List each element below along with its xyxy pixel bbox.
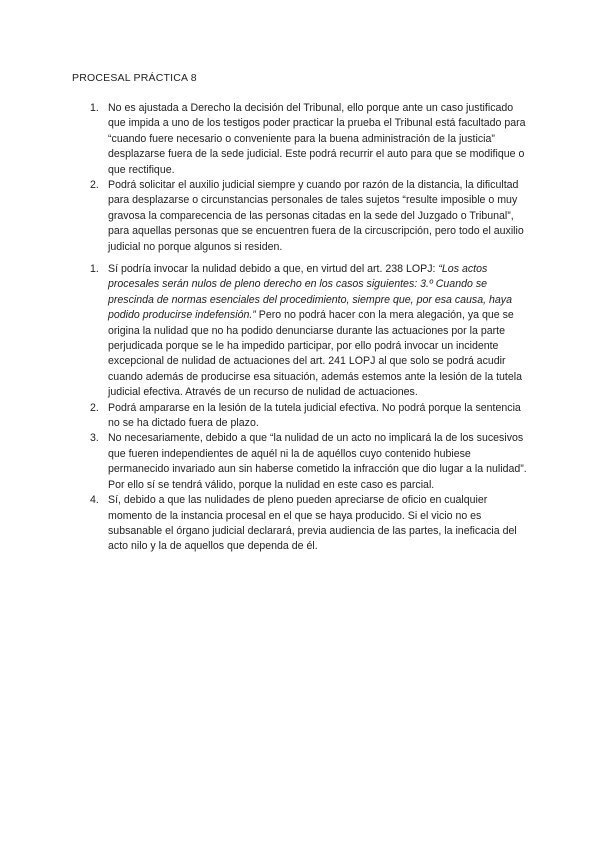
- list-item: [72, 431, 532, 493]
- item-text: Podrá ampararse en la lesión de la tutela judicial efectiva. No podrá porque la sentencia no se ha dictado fuera de plazo.: [108, 401, 521, 430]
- answers-list-2: [72, 262, 532, 555]
- list-item: [72, 493, 532, 555]
- item-text-after: Pero no podrá hacer con la mera alegación, ya que se origina la nulidad que no ha podido denunciarse durante las actuaciones por la parte perjudicada porque se le ha impedido participar, por ello podrá invocar un incidente excepcional de nulidad de actuaciones del art. 241 LOPJ al que solo se podrá acudir cuando además de producirse esa situación, además estemos ante la lesión de la tutela judicial efectiva. Através de un recurso de nulidad de actuaciones.: [108, 309, 522, 399]
- item-legal-quote: “Los actos procesales serán nulos de pleno derecho en los casos siguientes: 3.º Cuando se prescinda de normas esenciales del procedimiento, siempre que, por esa causa, haya podido producirse indefensión.”: [108, 263, 512, 322]
- list-item: [72, 262, 532, 401]
- item-text: Podrá solicitar el auxilio judicial siempre y cuando por razón de la distancia, la dificultad para desplazarse o circunstancias personales de tales sujetos “resulte imposible o muy gravosa la comparecencia de las personas citadas en la sede del Juzgado o Tribunal”, para aquellas personas que se encuentren fuera de la circuscripción, pero todo el auxilio judicial no porque algunos si residen.: [108, 179, 524, 253]
- item-number: 1.: [90, 263, 99, 275]
- item-text: Sí, debido a que las nulidades de pleno pueden apreciarse de oficio en cualquier momento de la instancia procesal en el que se haya producido. Si el vicio no es subsanable el órgano judicial declarará, previa audiencia de las partes, la ineficacia del acto nilo y la de aquellos que dependa de él.: [108, 494, 517, 553]
- item-number: 4.: [90, 494, 99, 507]
- item-number: 3.: [90, 432, 99, 445]
- item-text: No necesariamente, debido a que “la nulidad de un acto no implicará la de los sucesivos que fueren independientes de aquél ni la de aquéllos cuyo contenido hubiese permanecido invariado aun sin haberse cometido la infracción que dio lugar a la nulidad”. Por ello sí se tendrá válido, porque la nulidad en este caso es parcial.: [108, 432, 527, 491]
- item-text-before: Sí podría invocar la nulidad debido a que, en virtud del art. 238 LOPJ:: [108, 263, 439, 275]
- item-number: 2.: [90, 179, 99, 192]
- list-item: [72, 178, 532, 255]
- item-text: No es ajustada a Derecho la decisión del Tribunal, ello porque ante un caso justificado que impida a uno de los testigos poder practicar la prueba el Tribunal está facultado para “cuando fuere necesario o conveniente para la buena administración de la justicia” desplazarse fuera de la sede judicial. Este podrá recurrir el auto para que se modifique o que rectifique.: [108, 102, 526, 176]
- list-item: [72, 101, 532, 178]
- page-title: PROCESAL PRÁCTICA 8: [72, 72, 197, 84]
- item-number: 1.: [90, 102, 99, 114]
- list-item: [72, 401, 532, 432]
- item-number: 2.: [90, 401, 99, 414]
- answers-list-1: [72, 101, 532, 255]
